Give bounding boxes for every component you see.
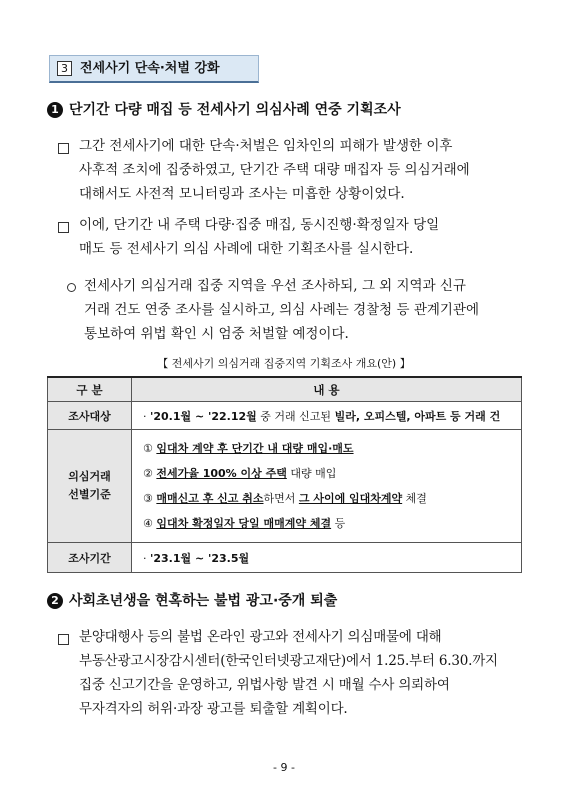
paragraph-line: 부동산광고시장감시센터(한국인터넷광고재단)에서 1.25.부터 6.30.까지 [79,653,498,669]
criteria-item: ② 전세가율 100% 이상 주택 대량 매입 [143,467,337,480]
table-row [48,543,522,573]
heading-2 [47,592,337,610]
table-row [48,402,522,430]
paragraph-line: 매도 등 전세사기 의심 사례에 대한 기획조사를 실시한다. [79,241,414,257]
section-number: 3 [57,61,72,76]
circle-bullet-icon [67,283,76,292]
row-label-criteria: 의심거래 선별기준 [48,430,132,543]
paragraph-line: 사후적 조치에 집중하였고, 단기간 주택 대량 매집자 등 의심거래에 [79,162,470,178]
heading-1-marker: 1 [47,102,63,118]
square-bullet-icon [58,143,69,154]
criteria-item: ③ 매매신고 후 신고 취소하면서 그 사이에 임대차계약 체결 [143,492,427,505]
heading-2-text: 사회초년생을 현혹하는 불법 광고·중개 퇴출 [69,593,338,609]
heading-1 [47,101,401,119]
table-header-category: 구 분 [48,377,132,402]
row-label-target: 조사대상 [48,402,132,430]
table-row [48,430,522,543]
paragraph-line: 집중 신고기간을 운영하고, 위법사항 발견 시 매월 수사 의뢰하여 [79,677,450,693]
heading-2-marker: 2 [47,593,63,609]
target-types: 빌라, 오피스텔, 아파트 등 거래 건 [334,409,501,423]
section-title: 전세사기 단속·처벌 강화 [80,61,220,76]
paragraph-4 [79,625,498,721]
paragraph-line: 이에, 단기간 내 주택 다량·집중 매집, 동시진행·확정일자 당일 [79,217,440,233]
table-header-content: 내 용 [132,377,522,402]
overview-table [47,376,522,573]
paragraph-line: 대해서도 사전적 모니터링과 조사는 미흡한 상황이었다. [79,186,405,202]
square-bullet-icon [58,222,69,233]
paragraph-3 [84,274,479,346]
page-number: - 9 - [273,761,295,774]
paragraph-line: 무자격자의 허위·과장 광고를 퇴출할 계획이다. [79,701,348,717]
table-header-row [48,377,522,402]
paragraph-line: 전세사기 의심거래 집중 지역을 우선 조사하되, 그 외 지역과 신규 [84,278,466,294]
row-value-criteria [132,430,522,543]
criteria-item: ④ 임대차 확정일자 당일 매매계약 체결 등 [143,517,346,530]
row-label-period: 조사기간 [48,543,132,573]
table-caption: 【 전세사기 의심거래 집중지역 기획조사 개요(안) 】 [157,357,411,370]
row-value-period: · '23.1월 ~ '23.5월 [132,543,522,573]
paragraph-1 [79,134,470,206]
paragraph-line: 그간 전세사기에 대한 단속·처벌은 임차인의 피해가 발생한 이후 [79,138,453,154]
paragraph-line: 거래 건도 연중 조사를 실시하고, 의심 사례는 경찰청 등 관계기관에 [84,302,480,318]
paragraph-line: 분양대행사 등의 불법 온라인 광고와 전세사기 의심매물에 대해 [79,629,442,645]
square-bullet-icon [58,634,69,645]
row-value-target: · '20.1월 ~ '22.12월 중 거래 신고된 빌라, 오피스텔, 아파트 등 거래 건 [132,402,522,430]
criteria-item: ① 임대차 계약 후 단기간 내 대량 매입·매도 [143,442,354,455]
paragraph-line: 통보하여 위법 확인 시 엄중 처벌할 예정이다. [84,326,349,342]
paragraph-2 [79,213,439,261]
target-period: '20.1월 ~ '22.12월 [150,409,257,423]
heading-1-text: 단기간 다량 매집 등 전세사기 의심사례 연중 기획조사 [69,102,401,118]
